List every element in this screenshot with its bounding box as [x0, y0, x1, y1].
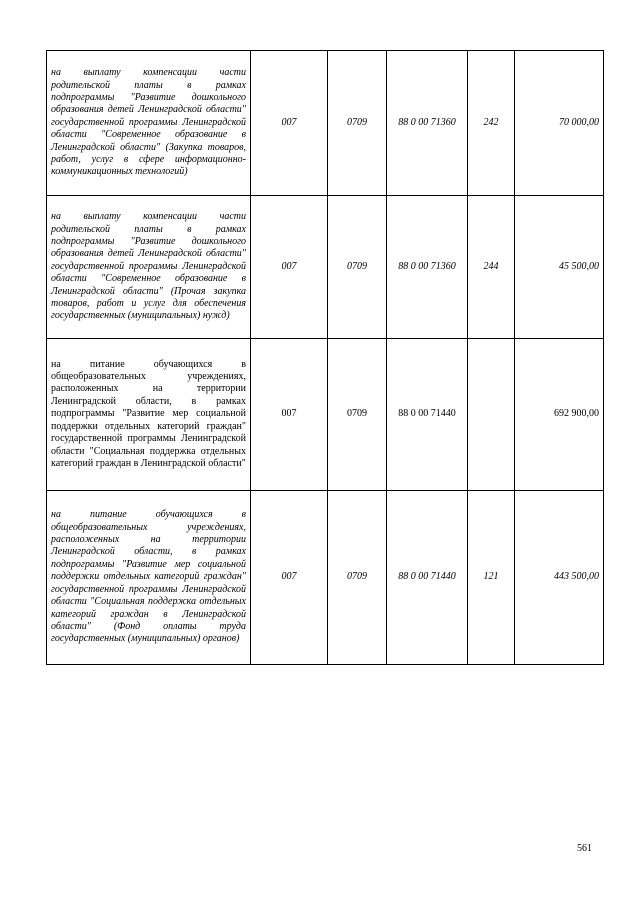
ministry-code: 007	[251, 51, 328, 196]
row-description: на питание обучающихся в общеобразовательных учреждениях, расположенных на территории Ленинградской области, в рамках подпрограммы "Развитие мер социальной поддержки отдельных категорий граждан" государственной программы Ленинградской области "Социальная поддержка отдельных категорий граждан в Ленинградской области" (Фонд оплаты труда государственных (муниципальных) органов)	[47, 491, 251, 665]
table-row	[47, 339, 604, 491]
page-number: 561	[577, 843, 592, 854]
row-description: на выплату компенсации части родительской платы в рамках подпрограммы "Развитие дошкольного образования детей Ленинградской области" государственной программы Ленинградской области "Современное образование в Ленинградской области" (Прочая закупка товаров, работ и услуг для обеспечения государственных (муниципальных) нужд)	[47, 196, 251, 339]
target-article-code: 88 0 00 71440	[387, 491, 468, 665]
amount: 70 000,00	[515, 51, 604, 196]
section-code: 0709	[328, 51, 387, 196]
row-description: на выплату компенсации части родительской платы в рамках подпрограммы "Развитие дошкольного образования детей Ленинградской области" государственной программы Ленинградской области "Современное образование в Ленинградской области" (Закупка товаров, работ, услуг в сфере информационно-коммуникационных технологий)	[47, 51, 251, 196]
target-article-code: 88 0 00 71360	[387, 196, 468, 339]
ministry-code: 007	[251, 491, 328, 665]
expense-type-code: 242	[468, 51, 515, 196]
expense-type-code	[468, 339, 515, 491]
amount: 45 500,00	[515, 196, 604, 339]
amount: 692 900,00	[515, 339, 604, 491]
section-code: 0709	[328, 196, 387, 339]
expense-type-code: 121	[468, 491, 515, 665]
target-article-code: 88 0 00 71360	[387, 51, 468, 196]
expense-type-code: 244	[468, 196, 515, 339]
amount: 443 500,00	[515, 491, 604, 665]
row-description: на питание обучающихся в общеобразовательных учреждениях, расположенных на территории Ленинградской области, в рамках подпрограммы "Развитие мер социальной поддержки отдельных категорий граждан" государственной программы Ленинградской области "Социальная поддержка отдельных категорий граждан в Ленинградской области"	[47, 339, 251, 491]
budget-table	[46, 50, 604, 665]
table-row	[47, 196, 604, 339]
section-code: 0709	[328, 491, 387, 665]
table-row	[47, 491, 604, 665]
ministry-code: 007	[251, 339, 328, 491]
ministry-code: 007	[251, 196, 328, 339]
table-row	[47, 51, 604, 196]
target-article-code: 88 0 00 71440	[387, 339, 468, 491]
section-code: 0709	[328, 339, 387, 491]
